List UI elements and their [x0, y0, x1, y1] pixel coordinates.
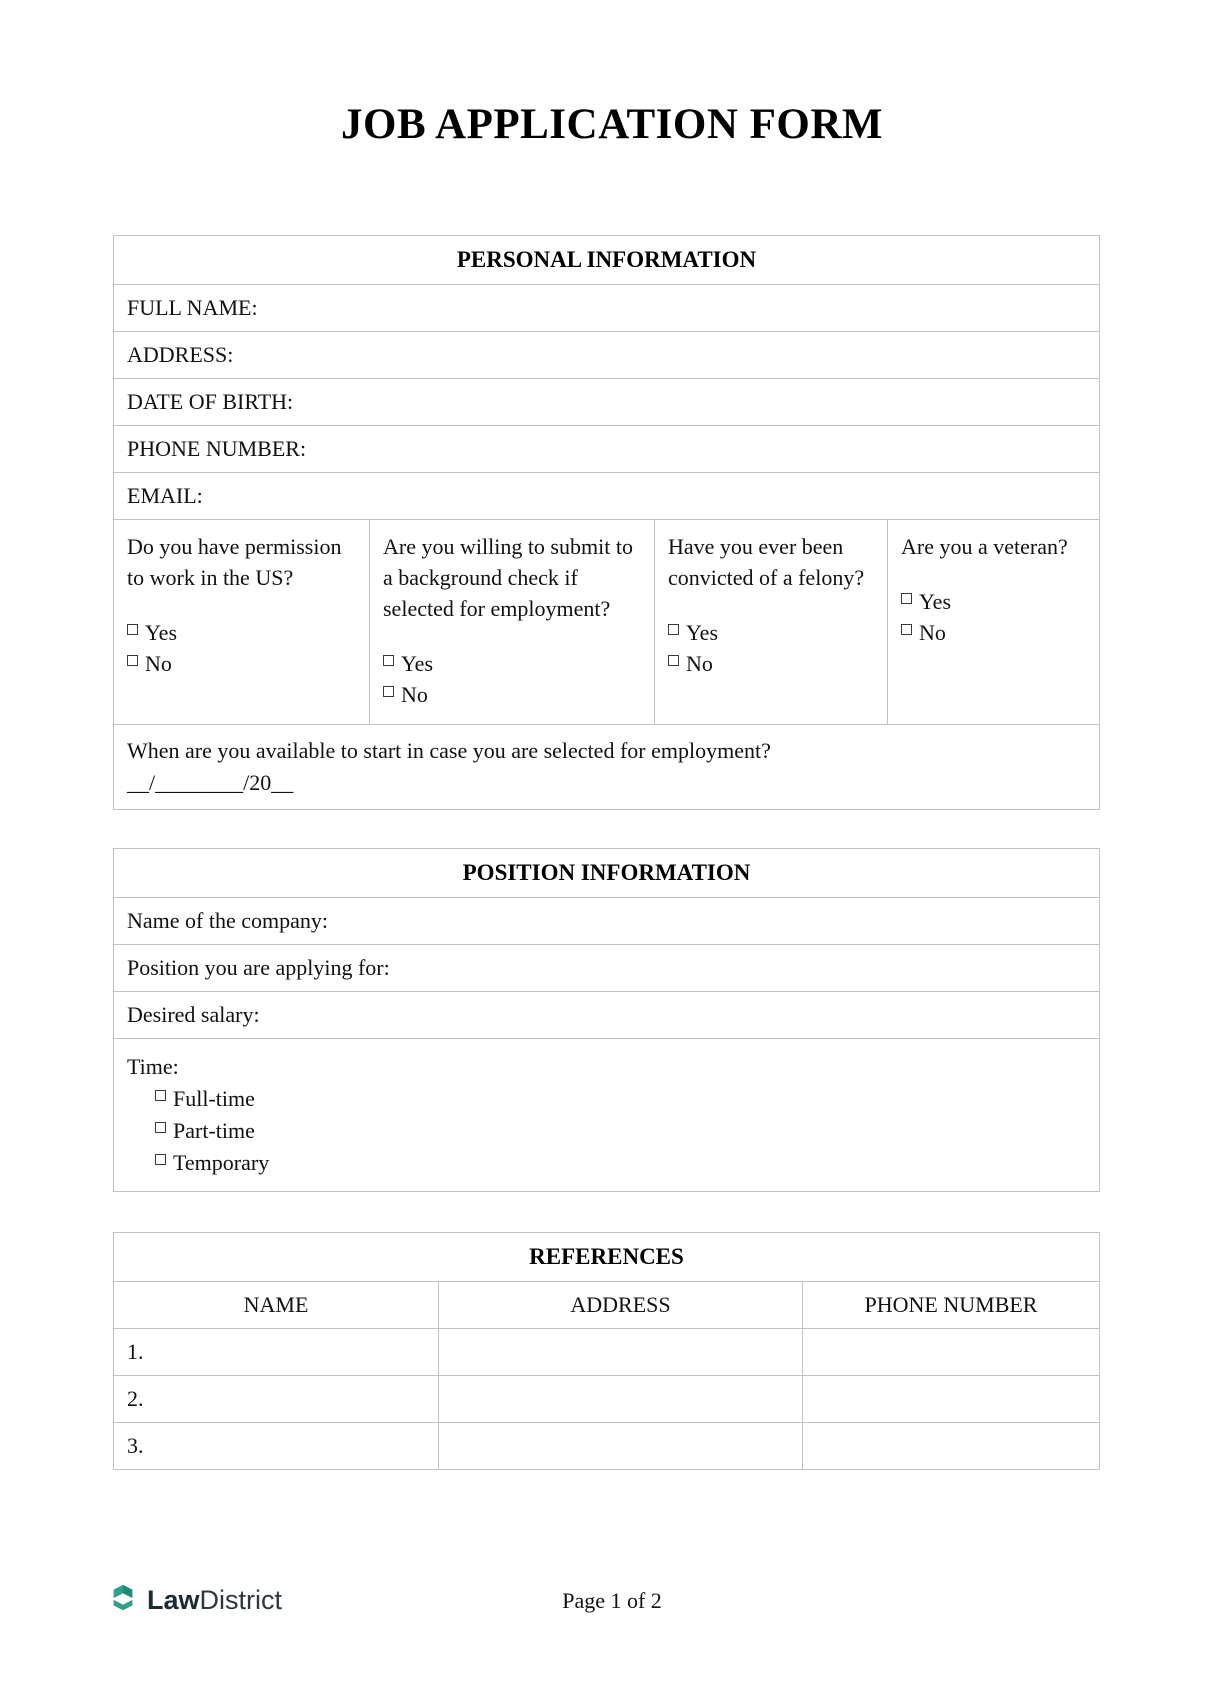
field-row-desired-salary: Desired salary: [114, 991, 1099, 1038]
ref-row-3-number: 3. [127, 1433, 144, 1458]
question-text: Are you willing to submit to a background check if selected for employment? [383, 534, 633, 621]
felony-no-checkbox[interactable] [668, 655, 679, 666]
work-permission-no-checkbox[interactable] [127, 655, 138, 666]
table-row [114, 1328, 1099, 1375]
question-text: Have you ever been convicted of a felony? [668, 534, 865, 590]
availability-row [114, 724, 1099, 809]
option-label: Yes [919, 589, 952, 614]
field-row-phone-number: PHONE NUMBER: [114, 425, 1099, 472]
question-veteran [887, 520, 1099, 724]
question-felony [654, 520, 887, 724]
question-text: Do you have permission to work in the US? [127, 534, 342, 590]
field-row-full-name: FULL NAME: [114, 284, 1099, 331]
option-temporary [155, 1147, 1086, 1179]
table-row [114, 1375, 1099, 1422]
option-full-time [155, 1083, 1086, 1115]
position-section-header: POSITION INFORMATION [462, 860, 751, 885]
option-label: Yes [401, 651, 434, 676]
temporary-checkbox[interactable] [155, 1154, 166, 1165]
option-yes [668, 617, 874, 648]
question-options [127, 617, 356, 679]
full-time-checkbox[interactable] [155, 1090, 166, 1101]
references-section [113, 1232, 1100, 1470]
page-indicator: Page 1 of 2 [562, 1588, 662, 1613]
option-label: Temporary [173, 1150, 270, 1175]
work-permission-yes-checkbox[interactable] [127, 624, 138, 635]
question-options [383, 648, 641, 710]
option-label: No [686, 651, 713, 676]
option-yes [901, 586, 1086, 617]
felony-yes-checkbox[interactable] [668, 624, 679, 635]
field-row-position-applying: Position you are applying for: [114, 944, 1099, 991]
option-label: Yes [145, 620, 178, 645]
ref-row-1-number: 1. [127, 1339, 144, 1364]
time-row [114, 1038, 1099, 1191]
option-no [127, 648, 356, 679]
brand-law: Law [147, 1585, 200, 1615]
veteran-no-checkbox[interactable] [901, 624, 912, 635]
document-page [0, 100, 1224, 1684]
ref-row-3-phone-cell [802, 1423, 1099, 1469]
option-label: No [919, 620, 946, 645]
ref-row-2-address-cell [438, 1376, 802, 1422]
references-column-headers [114, 1281, 1099, 1328]
background-check-yes-checkbox[interactable] [383, 655, 394, 666]
ref-header-name: NAME [243, 1292, 309, 1317]
personal-information-section [113, 235, 1100, 810]
option-no [668, 648, 874, 679]
option-label: Yes [686, 620, 719, 645]
option-label: No [145, 651, 172, 676]
ref-row-2-phone-cell [802, 1376, 1099, 1422]
brand-district: District [199, 1585, 283, 1615]
page-title: JOB APPLICATION FORM [341, 101, 883, 148]
availability-blank: __/________/20__ [127, 770, 294, 795]
question-options [668, 617, 874, 679]
field-row-address: ADDRESS: [114, 331, 1099, 378]
option-no [901, 617, 1086, 648]
table-row [114, 1422, 1099, 1469]
references-section-header: REFERENCES [529, 1244, 684, 1269]
option-yes [383, 648, 641, 679]
option-label: No [401, 682, 428, 707]
ref-header-phone-number: PHONE NUMBER [802, 1282, 1099, 1328]
ref-row-1-address-cell [438, 1329, 802, 1375]
background-check-no-checkbox[interactable] [383, 686, 394, 697]
ref-row-1-phone-cell [802, 1329, 1099, 1375]
question-background-check [369, 520, 654, 724]
ref-row-2-number: 2. [127, 1386, 144, 1411]
option-label: Full-time [173, 1086, 255, 1111]
ref-header-address: ADDRESS [438, 1282, 802, 1328]
availability-question: When are you available to start in case you are selected for employment? [127, 738, 771, 763]
field-row-date-of-birth: DATE OF BIRTH: [114, 378, 1099, 425]
option-yes [127, 617, 356, 648]
page-footer [0, 1580, 1224, 1624]
question-work-permission [114, 520, 369, 724]
personal-section-header: PERSONAL INFORMATION [456, 247, 757, 272]
question-options [901, 586, 1086, 648]
question-text: Are you a veteran? [901, 534, 1068, 559]
option-no [383, 679, 641, 710]
veteran-yes-checkbox[interactable] [901, 593, 912, 604]
position-information-section [113, 848, 1100, 1192]
field-row-email: EMAIL: [114, 472, 1099, 519]
field-row-company-name: Name of the company: [114, 897, 1099, 944]
ref-row-3-address-cell [438, 1423, 802, 1469]
part-time-checkbox[interactable] [155, 1122, 166, 1133]
questions-row [114, 519, 1099, 724]
time-label: Time: [127, 1054, 179, 1079]
option-label: Part-time [173, 1118, 255, 1143]
option-part-time [155, 1115, 1086, 1147]
